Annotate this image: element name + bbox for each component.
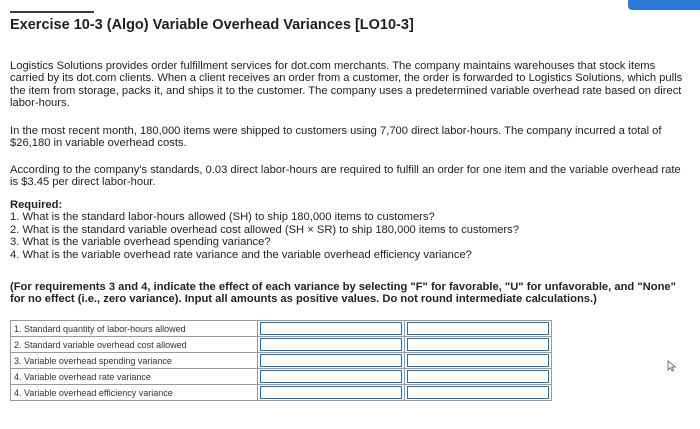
monthly-data-paragraph: In the most recent month, 180,000 items were shipped to customers using 7,700 direct labor-hours. The company incurred a total of $26,180 in variable overhead costs. [10,125,662,150]
efficiency-variance-effect-input[interactable] [407,386,549,399]
table-row [11,353,552,369]
row-label: 1. Standard quantity of labor-hours allowed [11,321,258,337]
efficiency-variance-input[interactable] [260,386,402,399]
row-label: 4. Variable overhead rate variance [11,369,258,385]
submit-button[interactable] [628,0,700,10]
requirement-item: 1. What is the standard labor-hours allowed (SH) to ship 180,000 items to customers? [10,211,435,224]
header-rule [10,11,94,13]
rate-variance-effect-input[interactable] [407,370,549,383]
page-title: Exercise 10-3 (Algo) Variable Overhead Variances [LO10-3] [10,17,414,33]
requirements-list [10,211,686,261]
required-section [10,199,686,261]
row-label: 3. Variable overhead spending variance [11,353,258,369]
row-label: 4. Variable overhead efficiency variance [11,385,258,401]
spending-variance-effect-input[interactable] [407,354,549,367]
mouse-pointer-icon [667,360,677,372]
requirement-item: 3. What is the variable overhead spending variance? [10,236,271,249]
table-row [11,385,552,401]
standard-cost-input[interactable] [260,338,402,351]
scenario-paragraph: Logistics Solutions provides order fulfillment services for dot.com merchants. The company maintains warehouses that stock items carried by its dot.com clients. When a client receives an order from a customer, the order is forwarded to Logistics Solutions, which pulls the item from storage, packs it, and ships it to the customer. The company uses a predetermined variable overhead rate based on direct labor-hours. [10,60,683,110]
answer-table [10,320,552,401]
standard-cost-effect-input[interactable] [407,338,549,351]
standards-paragraph: According to the company's standards, 0.03 direct labor-hours are required to fulfill an order for one item and the variable overhead rate is $3.45 per direct labor-hour. [10,164,681,189]
row-label: 2. Standard variable overhead cost allowed [11,337,258,353]
instructions-text: (For requirements 3 and 4, indicate the effect of each variance by selecting "F" for favorable, "U" for unfavorable, and "None" for no effect (i.e., zero variance). Input all amounts as positive values. Do not round intermediate calculations.) [10,281,676,306]
requirement-item: 4. What is the variable overhead rate variance and the variable overhead efficiency variance? [10,248,472,261]
standard-hours-effect-input[interactable] [407,322,549,335]
standard-hours-input[interactable] [260,322,402,335]
table-row [11,321,552,337]
rate-variance-input[interactable] [260,370,402,383]
requirement-item: 2. What is the standard variable overhead cost allowed (SH × SR) to ship 180,000 items to customers? [10,223,519,236]
spending-variance-input[interactable] [260,354,402,367]
table-row [11,369,552,385]
table-row [11,337,552,353]
required-heading: Required: [10,199,63,211]
